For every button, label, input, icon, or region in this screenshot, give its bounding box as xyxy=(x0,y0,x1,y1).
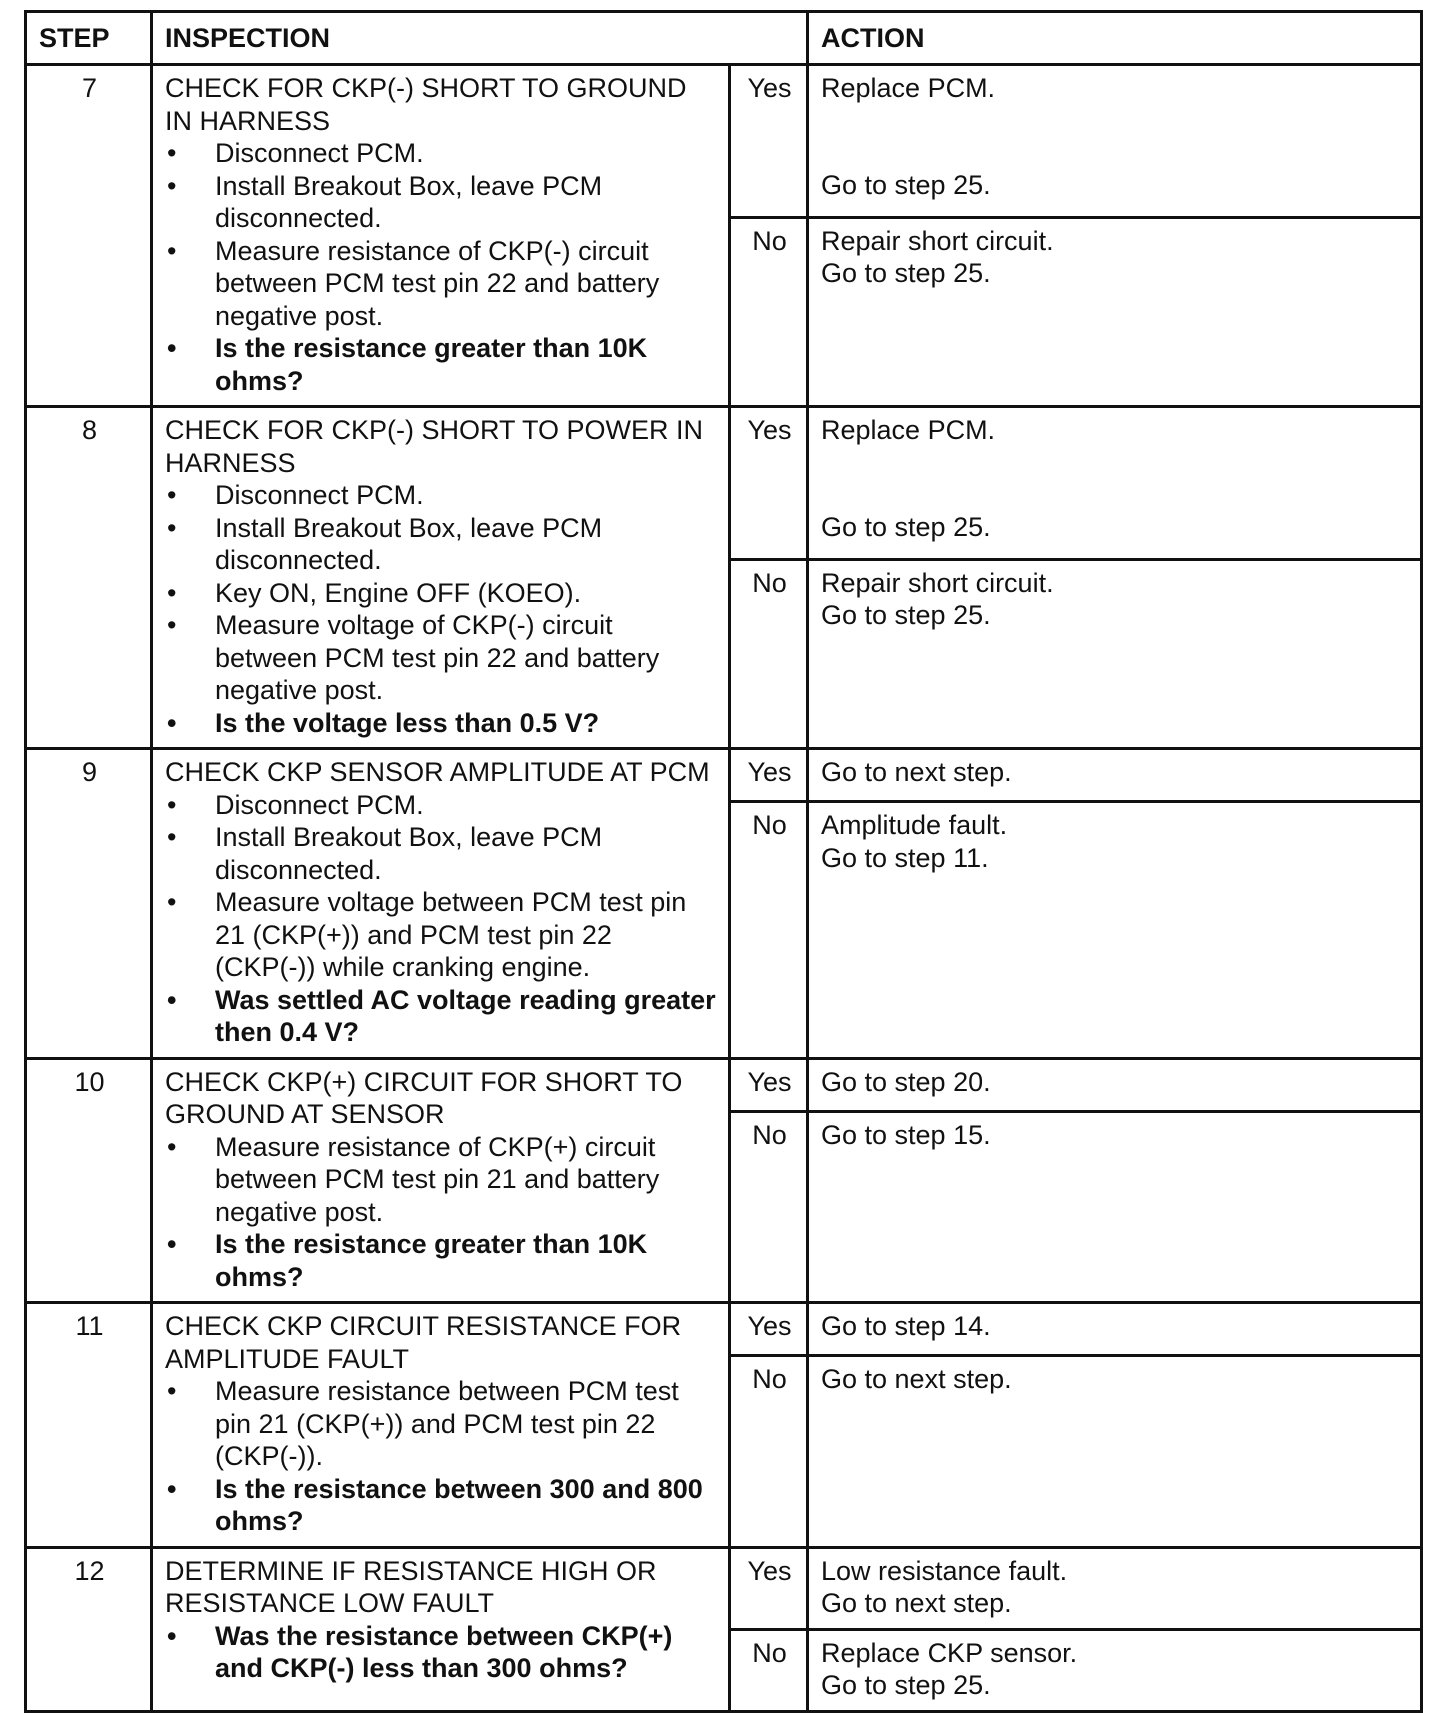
check-item: • Measure voltage of CKP(-) circuit between PCM test pin 22 and battery negative post. xyxy=(165,609,718,707)
action-line: Repair short circuit. xyxy=(821,567,1054,598)
inspection-checklist xyxy=(165,479,718,739)
action-line: Go to next step. xyxy=(821,757,1012,787)
answer-no: No xyxy=(730,1629,808,1711)
step-number: 9 xyxy=(26,749,152,1059)
diagnostic-table xyxy=(24,10,1423,1713)
step-row-yes xyxy=(26,749,1422,802)
action-yes xyxy=(808,749,1422,802)
step-row-yes xyxy=(26,65,1422,218)
action-line: Go to step 25. xyxy=(821,600,991,631)
action-yes xyxy=(808,1303,1422,1356)
step-row-yes xyxy=(26,1303,1422,1356)
action-line: Go to step 25. xyxy=(821,511,991,542)
header-action: ACTION xyxy=(808,12,1422,65)
action-yes xyxy=(808,1058,1422,1111)
inspection-question: • Was settled AC voltage reading greater then 0.4 V? xyxy=(165,984,718,1049)
inspection-checklist xyxy=(165,1375,718,1538)
header-inspection: INSPECTION xyxy=(152,12,808,65)
step-number: 8 xyxy=(26,407,152,749)
step-number: 10 xyxy=(26,1058,152,1303)
answer-yes: Yes xyxy=(730,407,808,560)
inspection-cell xyxy=(152,749,730,1059)
step-row-yes xyxy=(26,407,1422,560)
action-line: Go to step 25. xyxy=(821,1670,991,1700)
action-line: Go to next step. xyxy=(821,1588,1012,1618)
inspection-cell xyxy=(152,407,730,749)
inspection-checklist xyxy=(165,1131,718,1294)
action-line: Replace CKP sensor. xyxy=(821,1637,1078,1668)
answer-yes: Yes xyxy=(730,1547,808,1629)
inspection-question: • Was the resistance between CKP(+) and CKP(-) less than 300 ohms? xyxy=(165,1620,718,1685)
check-item: • Install Breakout Box, leave PCM disconnected. xyxy=(165,512,718,577)
table-header-row xyxy=(26,12,1422,65)
answer-no: No xyxy=(730,1111,808,1302)
answer-no: No xyxy=(730,802,808,1058)
action-line: Go to step 25. xyxy=(821,258,991,289)
answer-no: No xyxy=(730,1356,808,1547)
check-item: • Measure resistance between PCM test pin 21 (CKP(+)) and PCM test pin 22 (CKP(-)). xyxy=(165,1375,718,1473)
action-line: Go to next step. xyxy=(821,1364,1012,1395)
action-line: Go to step 11. xyxy=(821,842,989,873)
action-no xyxy=(808,1111,1422,1302)
step-number: 7 xyxy=(26,65,152,407)
header-step: STEP xyxy=(26,12,152,65)
inspection-question: • Is the resistance greater than 10K ohms? xyxy=(165,1228,718,1293)
action-line: Go to step 15. xyxy=(821,1119,991,1150)
action-line: Repair short circuit. xyxy=(821,225,1054,256)
answer-yes: Yes xyxy=(730,1303,808,1356)
check-item: • Measure voltage between PCM test pin 21 (CKP(+)) and PCM test pin 22 (CKP(-)) while cranking engine. xyxy=(165,886,718,984)
step-number: 11 xyxy=(26,1303,152,1548)
check-item: • Install Breakout Box, leave PCM disconnected. xyxy=(165,821,718,886)
step-row-yes xyxy=(26,1547,1422,1629)
check-item: • Install Breakout Box, leave PCM disconnected. xyxy=(165,170,718,235)
inspection-question: • Is the resistance between 300 and 800 ohms? xyxy=(165,1473,718,1538)
action-line: Low resistance fault. xyxy=(821,1555,1068,1586)
inspection-title: CHECK FOR CKP(-) SHORT TO GROUND IN HARNESS xyxy=(165,73,687,136)
step-number: 12 xyxy=(26,1547,152,1711)
action-line: Amplitude fault. xyxy=(821,810,1008,841)
action-line: Go to step 25. xyxy=(821,169,991,200)
inspection-cell xyxy=(152,1058,730,1303)
answer-yes: Yes xyxy=(730,749,808,802)
inspection-title: DETERMINE IF RESISTANCE HIGH OR RESISTANCE LOW FAULT xyxy=(165,1555,657,1618)
step-row-yes xyxy=(26,1058,1422,1111)
check-item: • Key ON, Engine OFF (KOEO). xyxy=(165,577,718,610)
inspection-cell xyxy=(152,1303,730,1548)
action-no xyxy=(808,1356,1422,1547)
inspection-question: • Is the voltage less than 0.5 V? xyxy=(165,707,718,740)
inspection-cell xyxy=(152,1547,730,1711)
inspection-title: CHECK CKP CIRCUIT RESISTANCE FOR AMPLITUDE FAULT xyxy=(165,1311,682,1374)
inspection-title: CHECK CKP SENSOR AMPLITUDE AT PCM xyxy=(165,757,710,787)
inspection-title: CHECK FOR CKP(-) SHORT TO POWER IN HARNESS xyxy=(165,415,704,478)
inspection-checklist xyxy=(165,789,718,1049)
action-line: Replace PCM. xyxy=(821,73,996,103)
action-line: Replace PCM. xyxy=(821,415,996,445)
check-item: • Disconnect PCM. xyxy=(165,137,718,170)
check-item: • Disconnect PCM. xyxy=(165,789,718,822)
inspection-checklist xyxy=(165,1620,718,1685)
action-no xyxy=(808,802,1422,1058)
action-line: Go to step 20. xyxy=(821,1066,991,1097)
action-no xyxy=(808,1629,1422,1711)
check-item: • Disconnect PCM. xyxy=(165,479,718,512)
inspection-question: • Is the resistance greater than 10K ohms? xyxy=(165,332,718,397)
action-yes xyxy=(808,65,1422,218)
inspection-title: CHECK CKP(+) CIRCUIT FOR SHORT TO GROUND AT SENSOR xyxy=(165,1066,683,1129)
action-no xyxy=(808,559,1422,748)
inspection-cell xyxy=(152,65,730,407)
inspection-checklist xyxy=(165,137,718,397)
answer-no: No xyxy=(730,217,808,406)
action-line: Go to step 14. xyxy=(821,1311,991,1341)
diagnostic-sheet xyxy=(24,10,1420,1713)
answer-yes: Yes xyxy=(730,65,808,218)
action-yes xyxy=(808,407,1422,560)
action-yes xyxy=(808,1547,1422,1629)
answer-yes: Yes xyxy=(730,1058,808,1111)
check-item: • Measure resistance of CKP(+) circuit between PCM test pin 21 and battery negative post. xyxy=(165,1131,718,1229)
action-no xyxy=(808,217,1422,406)
check-item: • Measure resistance of CKP(-) circuit between PCM test pin 22 and battery negative post. xyxy=(165,235,718,333)
answer-no: No xyxy=(730,559,808,748)
